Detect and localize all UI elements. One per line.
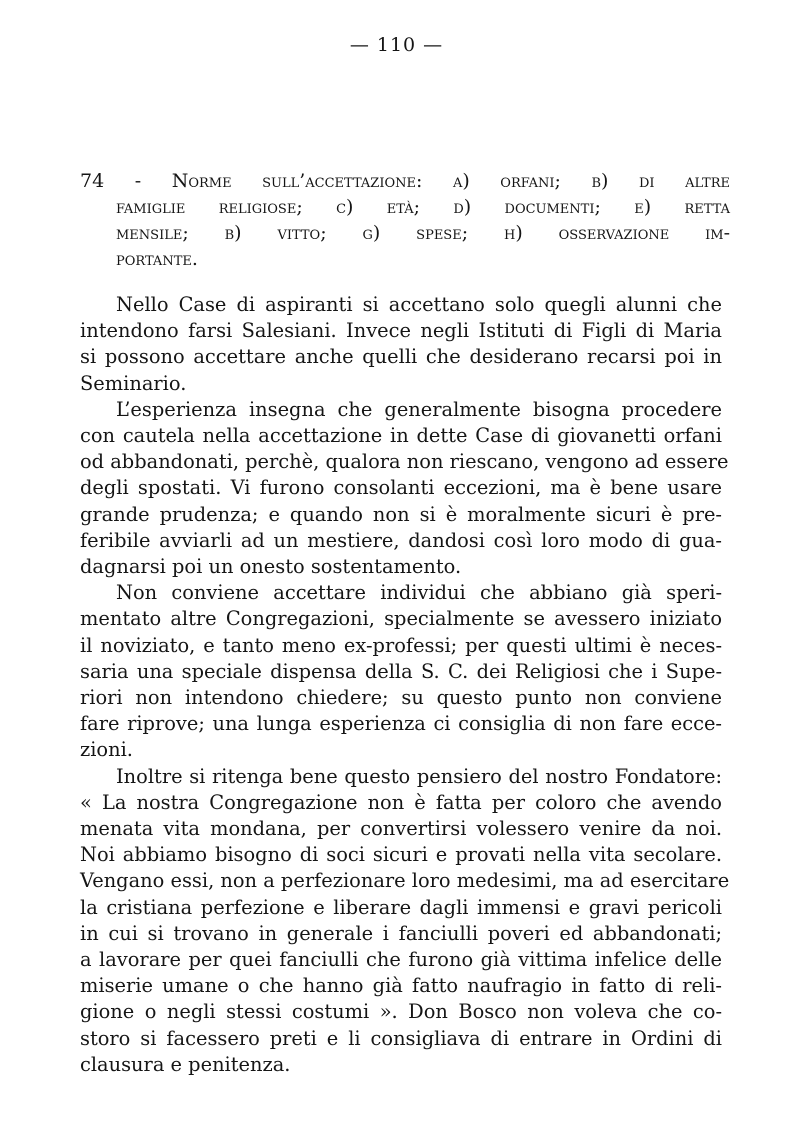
text-line: Inoltre si ritenga bene questo pensiero del nostro Fondatore: <box>116 764 722 788</box>
text-line: mentato altre Congregazioni, specialmente se avessero iniziato <box>80 607 722 631</box>
text-line: Vengano essi, non a perfezionare loro medesimi, ma ad esercitare <box>80 869 730 893</box>
text-line: clausura e penitenza. <box>80 1052 291 1076</box>
text-line: Noi abbiamo bisogno di soci sicuri e provati nella vita secolare. <box>80 843 722 867</box>
page-number: — 110 — <box>349 34 444 56</box>
text-line: grande prudenza; e quando non si è moralmente sicuri è pre- <box>80 502 722 526</box>
text-line: intendono farsi Salesiani. Invece negli Istituti di Figli di Maria <box>80 319 722 343</box>
heading-line: portante. <box>116 248 198 270</box>
paragraph <box>80 764 730 1078</box>
text-line: Nello Case di aspiranti si accettano solo quegli alunni che <box>116 293 722 316</box>
text-line: « La nostra Congregazione non è fatta per coloro che avendo <box>80 790 722 814</box>
text-line: a lavorare per quei fanciulli che furono già vittima infelice delle <box>80 948 722 972</box>
heading-line: 74 - Norme sull’accettazione: a) orfani; b) di altre <box>80 170 730 192</box>
text-line: storo si facessero preti e li consigliava di entrare in Ordini di <box>80 1026 722 1050</box>
text-line: fare riprove; una lunga esperienza ci consiglia di non fare ecce- <box>80 712 722 736</box>
text-line: dagnarsi poi un onesto sostentamento. <box>80 555 462 579</box>
paragraph <box>80 580 722 763</box>
text-line: con cautela nella accettazione in dette Case di giovanetti orfani <box>80 424 722 448</box>
text-line: feribile avviarli ad un mestiere, dandosi così loro modo di gua- <box>80 528 722 552</box>
text-line: si possono accettare anche quelli che desiderano recarsi poi in <box>80 345 722 369</box>
heading-line: mensile; b) vitto; g) spese; h) osservazione im- <box>116 222 730 244</box>
text-line: saria una speciale dispensa della S. C. dei Religiosi che i Supe- <box>80 659 722 683</box>
text-line: il noviziato, e tanto meno ex-professi; per questi ultimi è neces- <box>80 633 722 657</box>
body-text <box>80 292 730 1078</box>
paragraph <box>80 397 729 580</box>
text-line: in cui si trovano in generale i fanciulli poveri ed abbandonati; <box>80 921 722 945</box>
text-line: menata vita mondana, per convertirsi volessero venire da noi. <box>80 817 722 841</box>
text-line: Non conviene accettare individui che abbiano già speri- <box>116 581 722 605</box>
text-line: degli spostati. Vi furono consolanti eccezioni, ma è bene usare <box>80 476 722 500</box>
section-heading <box>80 168 730 272</box>
text-line: od abbandonati, perchè, qualora non riescano, vengono ad essere <box>80 450 729 474</box>
text-line: miserie umane o che hanno già fatto naufragio in fatto di reli- <box>80 974 722 998</box>
text-line: L’esperienza insegna che generalmente bisogna procedere <box>116 397 722 421</box>
text-line: gione o negli stessi costumi ». Don Bosco non voleva che co- <box>80 1000 722 1024</box>
text-line: zioni. <box>80 738 133 762</box>
text-line: la cristiana perfezione e liberare dagli immensi e gravi pericoli <box>80 895 722 919</box>
text-line: Seminario. <box>80 371 187 395</box>
text-line: riori non intendono chiedere; su questo punto non conviene <box>80 686 722 710</box>
heading-line: famiglie religiose; c) età; d) documenti; e) retta <box>116 196 730 218</box>
paragraph <box>80 292 722 397</box>
